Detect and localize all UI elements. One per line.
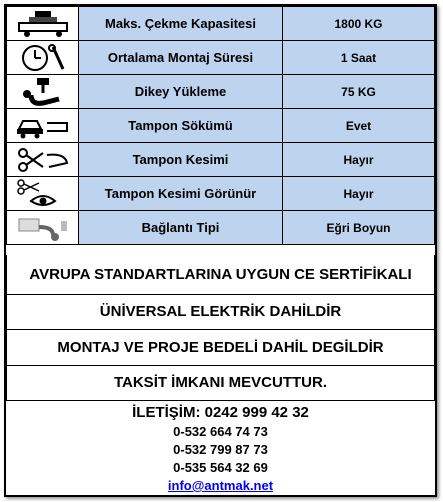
spec-icon-cell <box>7 177 79 211</box>
spec-label: Dikey Yükleme <box>79 75 283 109</box>
spec-label: Maks. Çekme Kapasitesi <box>79 7 283 41</box>
spec-row <box>7 211 435 245</box>
phone-number: 0-532 799 87 73 <box>173 442 268 457</box>
spec-table <box>6 6 435 245</box>
car-bumper-icon <box>15 111 71 141</box>
spec-label: Tampon Kesimi <box>79 143 283 177</box>
spec-icon-cell <box>7 143 79 177</box>
tow-hook-icon <box>15 77 71 107</box>
clock-wrench-icon <box>15 43 71 73</box>
towbar-neck-icon <box>15 213 71 243</box>
spec-value: 1800 KG <box>283 7 435 41</box>
spec-row <box>7 75 435 109</box>
spec-value: Eğri Boyun <box>283 211 435 245</box>
scissors-eye-icon <box>15 179 71 209</box>
spec-label: Bağlantı Tipi <box>79 211 283 245</box>
email-link[interactable]: info@antmak.net <box>167 478 274 493</box>
installment-notice: TAKSİT İMKANI MEVCUTTUR. <box>6 366 435 401</box>
phone-number: 0-535 564 32 69 <box>173 460 268 475</box>
spec-icon-cell <box>7 41 79 75</box>
spec-icon-cell <box>7 7 79 41</box>
spec-value: Evet <box>283 109 435 143</box>
contact-heading: İLETİŞİM: 0242 999 42 32 <box>132 404 309 421</box>
spec-row <box>7 143 435 177</box>
spec-icon-cell <box>7 75 79 109</box>
spec-row <box>7 109 435 143</box>
spec-value: 75 KG <box>283 75 435 109</box>
phone-number: 0-532 664 74 73 <box>173 424 268 439</box>
electric-notice: ÜNİVERSAL ELEKTRİK DAHİLDİR <box>6 295 435 330</box>
spec-value: 1 Saat <box>283 41 435 75</box>
spec-row <box>7 7 435 41</box>
spec-icon-cell <box>7 109 79 143</box>
spec-icon-cell <box>7 211 79 245</box>
spec-value: Hayır <box>283 177 435 211</box>
montage-notice: MONTAJ VE PROJE BEDELİ DAHİL DEGİLDİR <box>6 330 435 366</box>
scale-weight-icon <box>15 9 71 39</box>
standards-notice: AVRUPA STANDARTLARINA UYGUN CE SERTİFİKALI <box>6 255 435 295</box>
spec-row <box>7 41 435 75</box>
spec-row <box>7 177 435 211</box>
spec-label: Tampon Kesimi Görünür <box>79 177 283 211</box>
spec-value: Hayır <box>283 143 435 177</box>
spec-label: Ortalama Montaj Süresi <box>79 41 283 75</box>
contact-block <box>6 400 435 495</box>
scissors-bumper-icon <box>15 145 71 175</box>
spec-label: Tampon Sökümü <box>79 109 283 143</box>
